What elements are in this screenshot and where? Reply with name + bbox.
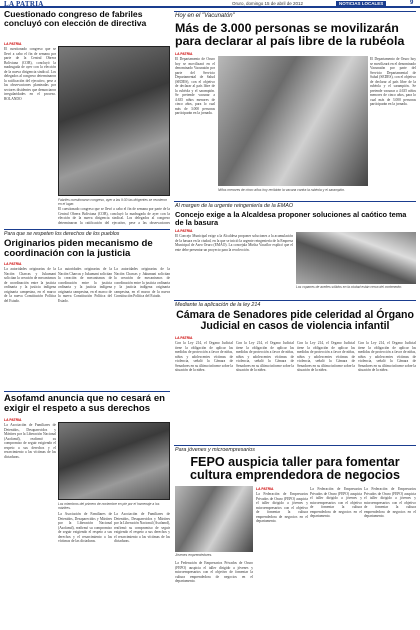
article1-photo-caption: Fabriles cuestionaron congreso, ayer a las 9:30 las dirigentes se reunieron en el lugar.: [58, 198, 168, 206]
article6-body: La Asociación de Familiares de Detenidos, Desaparecidos y Mártires por la Liberación Nacional (Asofamd), reafirmó su compromiso de seguir exigiendo el respeto a sus derechos y el resarcimiento a las víctimas de las dictaduras.: [4, 423, 56, 459]
article7-body-left: La Federación de Empresarios Privados de Oruro (FEPO) auspicia el taller dirigido a jóvenes y microempresarios con el objetivo de fomentar la cultura emprendedora de negocios en el departamento.: [175, 561, 253, 583]
article5-kicker: Mediante la aplicación de la ley 214: [175, 302, 261, 308]
article5-body-col4: Con la Ley 214, el Órgano Judicial tiene la obligación de aplicar las medidas de protección a favor de niñas, niños y adolescentes víctimas de violencia, señaló la Cámara de Senadores en su último informe sobre la situación de la niñez.: [358, 341, 416, 372]
article7-body-col3: La Federación de Empresarios Privados de Oruro (FEPO) auspicia el taller dirigido a jóvenes y microempresarios con el objetivo de fomentar la cultura emprendedora de negocios en el departamento.: [364, 487, 416, 518]
article1-body-cont: El cuestionado congreso que se llevó a cabo el fin de semana por parte de la Central Obrera Boliviana (COB), concluyó la madrugada de ayer con la elección de la nueva dirigencia sindical. Los delegados al congreso determinaron la ratificación del ejecutivo, pese a las observaciones: [58, 207, 170, 225]
article4-body: La autoridades originarias de la Nación Charcas y Jukumani solicitan la creación de mecanismos de coordinación entre la justicia ordinaria y la justicia indígena originaria campesina, en el marco de la nueva Constitución Política del Estado.: [4, 267, 56, 303]
article7-photo: [175, 486, 253, 552]
article2-kicker: Hoy en el "Vacunatón": [175, 13, 235, 19]
article3-rule: [174, 201, 416, 202]
article6-photo: [58, 422, 170, 500]
article5-rule: [174, 300, 416, 301]
article3-body: El Concejo Municipal exige a la Alcaldesa proponer soluciones a la acumulación de la basura en la ciudad, en la que se inició la urgente reingeniería de la Empresa Municipal de Aseo Oruro (EMAO). La concejala Mirtha Vacaflor explicó que el ente debe presentar un proyecto para la recolección.: [175, 234, 293, 252]
article4-body-col2: La autoridades originarias de la Nación Charcas y Jukumani solicitan la creación de mecanismos de coordinación entre la justicia ordinaria y la justicia indígena originaria campesina, en el marco de la nueva Constitución Política del Estado.: [58, 267, 112, 303]
article7-body-col2: La Federación de Empresarios Privados de Oruro (FEPO) auspicia el taller dirigido a jóvenes y microempresarios con el objetivo de fomentar la cultura emprendedora de negocios en el departamento.: [310, 487, 362, 518]
article6-byline: LA PATRIA: [4, 418, 22, 422]
article4-byline: LA PATRIA: [4, 262, 22, 266]
article3-headline: Concejo exige a la Alcaldesa proponer soluciones al caótico tema de la basura: [175, 210, 407, 228]
article1-headline: Cuestionado congreso de fabriles concluyó con elección de directiva: [4, 9, 147, 29]
article5-byline: LA PATRIA: [175, 336, 193, 340]
article2-byline: LA PATRIA: [175, 52, 193, 56]
article5-headline: Cámara de Senadores pide celeridad al Órgano Judicial en casos de violencia infantil: [176, 309, 414, 333]
article2-rule: [174, 11, 416, 12]
article5-body-col3: Con la Ley 214, el Órgano Judicial tiene la obligación de aplicar las medidas de protección a favor de niñas, niños y adolescentes víctimas de violencia, señaló la Cámara de Senadores en su último informe sobre la situación de la niñez.: [297, 341, 355, 372]
article4-headline: Originarios piden mecanismo de coordinación con la justicia: [4, 238, 153, 260]
article2-photo: [218, 56, 368, 186]
article7-rule: [174, 445, 416, 446]
article6-photo-caption: Los miembros del primero de noviembre en pie por el homenaje a los mártires.: [58, 502, 160, 510]
article6-body-col2: La Asociación de Familiares de Detenidos, Desaparecidos y Mártires por la Liberación Nacional (Asofamd), reafirmó su compromiso de seguir exigiendo el respeto a sus derechos y el resarcimiento a las víctimas de las dictaduras.: [58, 512, 112, 543]
article1-photo: [58, 46, 170, 196]
article2-headline: Más de 3.000 personas se movilizarán para declarar al país libre de la rubéola: [175, 21, 405, 49]
section-label: NOTICIAS LOCALES: [336, 1, 386, 6]
article7-headline: FEPO auspicia taller para fomentar cultura emprendedora de negocios: [190, 455, 400, 483]
article5-body-col2: Con la Ley 214, el Órgano Judicial tiene la obligación de aplicar las medidas de protección a favor de niñas, niños y adolescentes víctimas de violencia, señaló la Cámara de Senadores en su último informe sobre la situación de la niñez.: [236, 341, 294, 372]
article2-photo-caption: Niños menores de cinco años hoy recibirán la vacuna contra la rubéola y el sarampión.: [218, 188, 345, 192]
article7-kicker: Para jóvenes y microempresarios: [175, 447, 255, 453]
article6-rule: [4, 391, 170, 392]
article3-kicker: Al margen de la urgente reingeniería de la EMAO: [175, 203, 294, 209]
article4-rule: [4, 229, 170, 230]
article2-body-cont: El Departamento de Oruro hoy se movilizará en el denominado Vacunatón por parte del Servicio Departamental de Salud (SEDES), con el objetivo de declarar al país libre de la rubéola y el sarampión. Se pretende vacunar a 4.635 niños menores de cinco años, para lo cual más de 3.000 personas participarán en la jornada.: [370, 57, 416, 106]
article3-byline: LA PATRIA: [175, 229, 193, 233]
newspaper-logo: LA PATRIA: [4, 0, 44, 8]
article1-byline: LA PATRIA: [4, 42, 22, 46]
article3-photo-caption: Los copanes de aceites sólidos en la ciudad están cerca del contenedor.: [296, 285, 402, 289]
article7-photo-caption: Jóvenes emprendedores.: [175, 553, 213, 557]
article6-headline: Asofamd anuncia que no cesará en exigir el respeto a sus derechos: [4, 393, 166, 415]
article1-body: El cuestionado congreso que se llevó a cabo el fin de semana por parte de la Central Obrera Boliviana (COB), concluyó la madrugada de ayer con la elección de la nueva dirigencia sindical. Los delegados al congreso determinaron la ratificación del ejecutivo, pese a las observaciones planteadas por sectores disidentes que denunciaron irregularidades en el proceso. ROLANDO: [4, 47, 56, 101]
article7-body: La Federación de Empresarios Privados de Oruro (FEPO) auspicia el taller dirigido a jóvenes y microempresarios con el objetivo de fomentar la cultura emprendedora de negocios en el departamento.: [256, 492, 308, 523]
issue-date: Oruro, domingo 15 de abril de 2012: [232, 1, 304, 6]
article4-body-col3: La autoridades originarias de la Nación Charcas y Jukumani solicitan la creación de mecanismos de coordinación entre la justicia ordinaria y la justicia indígena originaria campesina, en el marco de la nueva Constitución Política del Estado.: [114, 267, 170, 298]
article4-kicker: Para que se respeten los derechos de los pueblos: [4, 231, 120, 237]
article5-body: Con la Ley 214, el Órgano Judicial tiene la obligación de aplicar las medidas de protección a favor de niñas, niños y adolescentes víctimas de violencia, señaló la Cámara de Senadores en su último informe sobre la situación de la niñez.: [175, 341, 233, 372]
article2-body: El Departamento de Oruro hoy se movilizará en el denominado Vacunatón por parte del Servicio Departamental de Salud (SEDES), con el objetivo de declarar al país libre de la rubéola y el sarampión. Se pretende vacunar a 4.635 niños menores de cinco años, para lo cual más de 3.000 personas participarán en la jornada.: [175, 57, 215, 115]
article6-body-col3: La Asociación de Familiares de Detenidos, Desaparecidos y Mártires por la Liberación Nacional (Asofamd), reafirmó su compromiso de seguir exigiendo el respeto a sus derechos y el resarcimiento a las víctimas de las dictaduras.: [114, 512, 170, 543]
page-number: 9: [410, 0, 414, 6]
article7-byline: LA PATRIA: [256, 487, 274, 491]
article3-photo: [296, 232, 416, 284]
